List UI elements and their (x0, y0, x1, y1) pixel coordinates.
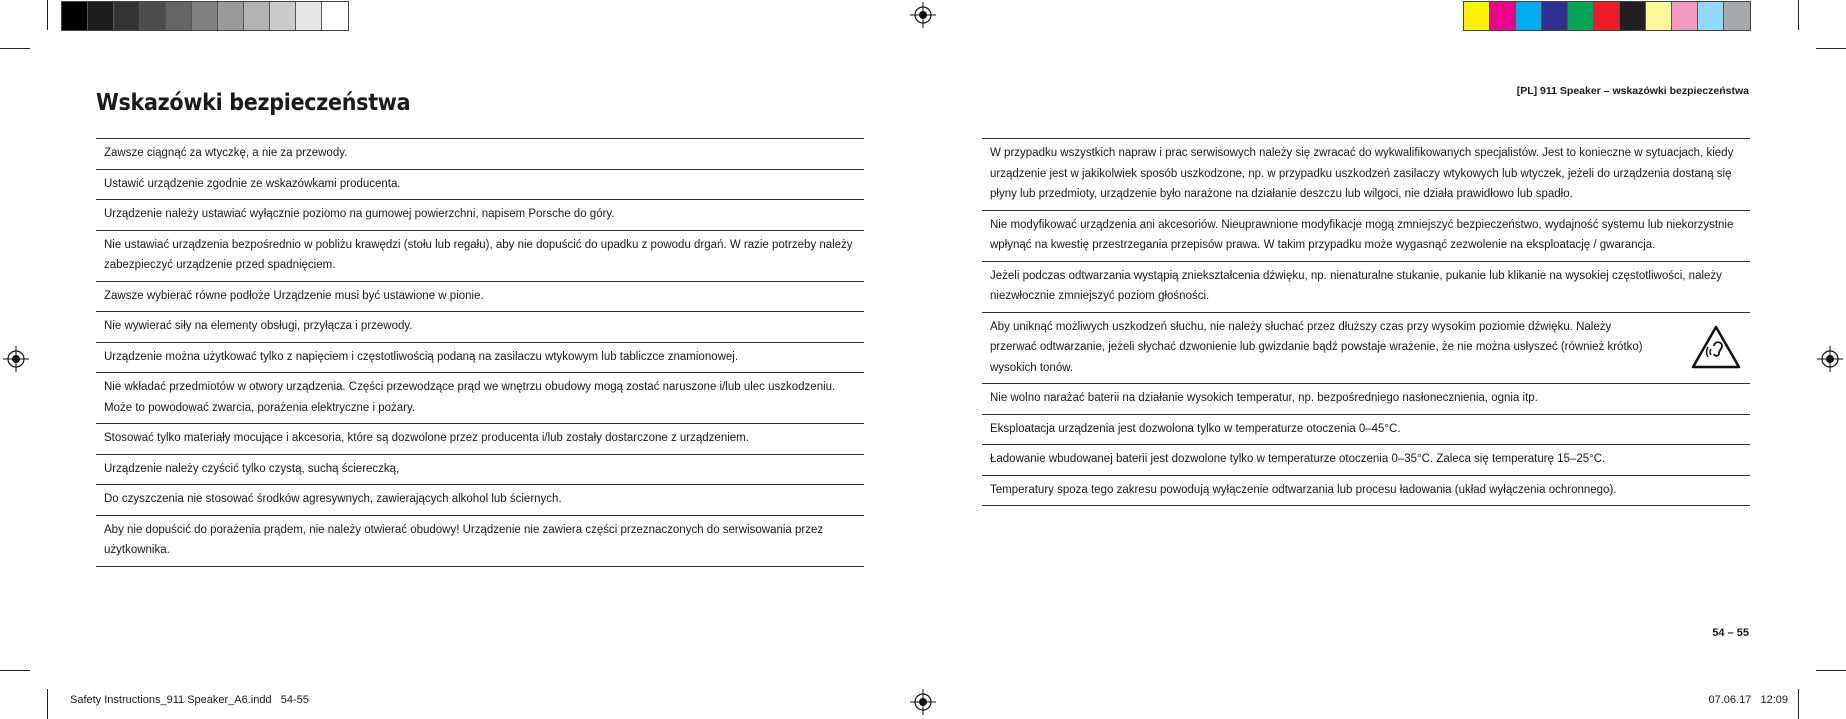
color-swatch (1490, 2, 1516, 30)
color-swatch (62, 2, 88, 30)
right-safety-list (982, 138, 1750, 506)
page-numbers: 54 – 55 (1712, 627, 1749, 639)
list-item (982, 313, 1750, 385)
crop-mark (47, 0, 48, 30)
list-item: Urządzenie można użytkować tylko z napięciem i częstotliwością podaną na zasilaczu wtykowym lub tabliczce znamionowej. (96, 343, 864, 374)
color-swatch (1568, 2, 1594, 30)
left-safety-list (96, 138, 864, 567)
registration-mark-icon (1817, 346, 1843, 372)
slug-date: 07.06.17 12:09 (1708, 694, 1788, 706)
list-item: Do czyszczenia nie stosować środków agresywnych, zawierających alkohol lub ściernych. (96, 485, 864, 516)
color-swatch (1724, 2, 1750, 30)
page-title: Wskazówki bezpieczeństwa (96, 90, 411, 116)
crop-mark (1798, 689, 1799, 719)
hearing-warning-icon (1690, 324, 1742, 370)
crop-mark (1798, 0, 1799, 30)
list-item: Nie wywierać siły na elementy obsługi, przyłącza i przewody. (96, 312, 864, 343)
list-item: Urządzenie należy ustawiać wyłącznie poziomo na gumowej powierzchni, napisem Porsche do góry. (96, 200, 864, 231)
color-calibration-bar (1463, 1, 1751, 31)
list-item: Jeżeli podczas odtwarzania wystąpią zniekształcenia dźwięku, np. nienaturalne stukanie, pukanie lub klikanie na wysokiej częstotliwości, należy niezwłocznie zmniejszyć poziom głośności. (982, 262, 1750, 313)
running-header: [PL] 911 Speaker – wskazówki bezpieczeństwa (1516, 85, 1749, 97)
color-swatch (244, 2, 270, 30)
list-item: Nie modyfikować urządzenia ani akcesoriów. Nieuprawnione modyfikacje mogą zmniejszyć bezpieczeństwo, wydajność systemu lub niekorzystnie wpłynąć na kwestię przestrzegania przepisów prawa. W takim przypadku może wygasnąć zezwolenie na eksploatację / gwarancja. (982, 211, 1750, 262)
list-item: Eksploatacja urządzenia jest dozwolona tylko w temperaturze otoczenia 0–45°C. (982, 415, 1750, 446)
list-item: Ładowanie wbudowanej baterii jest dozwolone tylko w temperaturze otoczenia 0–35°C. Zaleca się temperaturę 15–25°C. (982, 445, 1750, 476)
crop-mark (1816, 48, 1846, 49)
registration-mark-icon (3, 346, 29, 372)
crop-mark (0, 670, 30, 671)
list-item: Temperatury spoza tego zakresu powodują wyłączenie odtwarzania lub procesu ładowania (układ wyłączenia ochronnego). (982, 476, 1750, 507)
color-swatch (1646, 2, 1672, 30)
list-item: Urządzenie należy czyścić tylko czystą, suchą ściereczką, (96, 455, 864, 486)
list-item: Aby nie dopuścić do porażenia prądem, nie należy otwierać obudowy! Urządzenie nie zawiera części przeznaczonych do serwisowania przez użytkownika. (96, 516, 864, 567)
color-swatch (114, 2, 140, 30)
color-swatch (1464, 2, 1490, 30)
color-swatch (88, 2, 114, 30)
color-swatch (1542, 2, 1568, 30)
registration-mark-icon (910, 2, 936, 28)
gray-calibration-bar (61, 1, 349, 31)
list-item-text: Aby uniknąć możliwych uszkodzeń słuchu, nie należy słuchać przez dłuższy czas przy wysokim poziomie dźwięku. Należy przerwać odtwarzanie, jeżeli słychać dzwonienie lub gwizdanie bądź powstaje wrażenie, że nie można usłyszeć (również krótko) wysokich tonów. (990, 320, 1643, 374)
list-item: Ustawić urządzenie zgodnie ze wskazówkami producenta. (96, 170, 864, 201)
list-item: Nie wkładać przedmiotów w otwory urządzenia. Części przewodzące prąd we wnętrzu obudowy mogą zostać naruszone i/lub ulec uszkodzeniu. Może to powodować zwarcia, porażenia elektryczne i pożary. (96, 373, 864, 424)
registration-mark-icon (910, 689, 936, 715)
color-swatch (140, 2, 166, 30)
crop-mark (47, 689, 48, 719)
color-swatch (1698, 2, 1724, 30)
crop-mark (1816, 670, 1846, 671)
color-swatch (1594, 2, 1620, 30)
color-swatch (322, 2, 348, 30)
color-swatch (1516, 2, 1542, 30)
color-swatch (1620, 2, 1646, 30)
color-swatch (270, 2, 296, 30)
color-swatch (296, 2, 322, 30)
list-item: Zawsze ciągnąć za wtyczkę, a nie za przewody. (96, 139, 864, 170)
color-swatch (192, 2, 218, 30)
list-item: Nie wolno narażać baterii na działanie wysokich temperatur, np. bezpośredniego nasłonecznienia, ognia itp. (982, 384, 1750, 415)
list-item: W przypadku wszystkich napraw i prac serwisowych należy się zwracać do wykwalifikowanych specjalistów. Jest to konieczne w sytuacjach, kiedy urządzenie jest w jakikolwiek sposób uszkodzone, np. w przypadku uszkodzeń zasilaczy wtykowych lub wtyczek, jeżeli do urządzenia dostaną się płyny lub przedmioty, urządzenie było narażone na działanie deszczu lub wilgoci, nie działa prawidłowo lub spadło. (982, 139, 1750, 211)
slug-filename: Safety Instructions_911 Speaker_A6.indd 54-55 (70, 694, 309, 706)
list-item: Stosować tylko materiały mocujące i akcesoria, które są dozwolone przez producenta i/lub zostały dostarczone z urządzeniem. (96, 424, 864, 455)
color-swatch (166, 2, 192, 30)
crop-mark (0, 48, 30, 49)
color-swatch (218, 2, 244, 30)
color-swatch (1672, 2, 1698, 30)
list-item: Nie ustawiać urządzenia bezpośrednio w pobliżu krawędzi (stołu lub regału), aby nie dopuścić do upadku z powodu drgań. W razie potrzeby należy zabezpieczyć urządzenie przed spadnięciem. (96, 231, 864, 282)
list-item: Zawsze wybierać równe podłoże Urządzenie musi być ustawione w pionie. (96, 282, 864, 313)
